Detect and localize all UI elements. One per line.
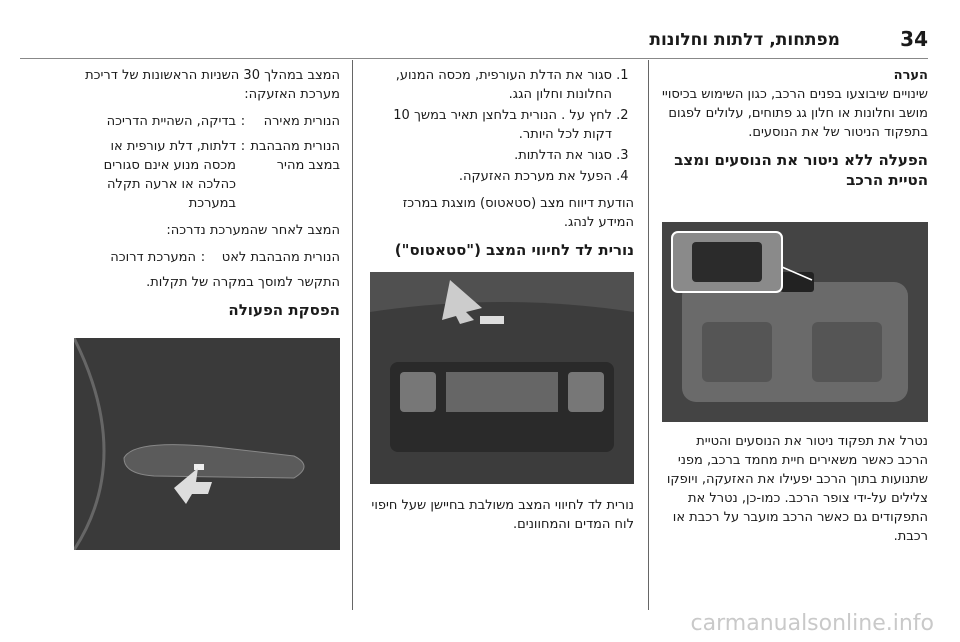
section-heading-status-led: נורית לד לחיווי המצב ("סטאטוס")	[394, 241, 634, 259]
step-item: 2. לחץ על . הנורית בלחצן תאיר במשך 10 דקות לכל היותר.	[364, 106, 612, 144]
header-rule	[20, 58, 928, 59]
fault-text: התקשר למוסך במקרה של תקלות.	[146, 275, 340, 290]
dashboard-illustration	[370, 272, 634, 484]
watermark: carmanualsonline.info	[690, 611, 934, 636]
column-left	[74, 66, 340, 330]
status-key: הנורית מאירה	[263, 114, 340, 129]
status-value: המערכת דרוכה	[110, 250, 196, 265]
column-middle-body	[364, 496, 634, 542]
door-handle-illustration	[74, 338, 340, 550]
step-item: 1. סגור את הדלת העורפית, מכסה המנוע, החלונות וחלון הגג.	[364, 66, 612, 104]
status-row: הנורית מהבהבת במצב מהיר : דלתות, דלת עורפית או מכסה מנוע אינם סגורים כהלכה או ארעה תקלה במערכת	[74, 137, 340, 213]
note-label: הערה	[893, 68, 928, 83]
column-middle	[364, 66, 634, 270]
section-heading-no-monitoring: הפעלה ללא ניטור את הנוסעים ומצב הטיית הרכב	[674, 151, 928, 189]
interior-sensor-figure	[662, 222, 928, 422]
step-item: 4. הפעל את מערכת האזעקה.	[364, 167, 612, 186]
status-led-text: נורית לד לחיווי המצב משולבת בחיישן שעל חיפוי לוח המדים והמחוונים.	[371, 498, 634, 532]
overhead-console-illustration	[662, 222, 928, 422]
page-number: 34	[900, 27, 928, 51]
first-30-seconds-text: המצב במהלך 30 השניות הראשונות של דריכת מערכת האזעקה:	[85, 68, 340, 102]
door-handle-figure	[74, 338, 340, 550]
column-divider-left	[352, 60, 353, 610]
section-heading-deactivation: הפסקת הפעולה	[228, 301, 340, 319]
column-right-body	[662, 432, 928, 554]
status-value: דלתות, דלת עורפית או מכסה מנוע אינם סגורים כהלכה או ארעה תקלה במערכת	[103, 139, 236, 211]
column-right	[662, 66, 928, 200]
dashboard-led-figure	[370, 272, 634, 484]
column-divider-right	[648, 60, 649, 610]
arming-steps	[364, 66, 634, 186]
page-title: מפתחות, דלתות וחלונות	[649, 30, 840, 50]
after-arming-text: המצב לאחר שהמערכת נדרכה:	[166, 223, 340, 238]
status-row: הנורית מהבהבת לאט : המערכת דרוכה	[74, 248, 340, 267]
status-key: הנורית מהבהבת במצב מהיר	[250, 139, 340, 173]
status-row: הנורית מאירה : בדיקה, השהיית הדריכה	[74, 112, 340, 131]
status-message-text: הודעת דיווח מצב (סטאטוס) מוצגת במרכז המידע לנהג.	[402, 196, 634, 230]
no-monitoring-text: נטרל את תפקוד ניטור את הנוסעים והטיית הרכב כאשר משאירים חיית מחמד ברכב, מפני שתנועות בתוך הרכב יפעילו את האזעקה, ויופקו צלילים על-ידי צופר הרכב. כמו-כן, נטרל את התפקודים גם כאשר הרכב מועבר על רכבת או רכבת.	[666, 434, 928, 544]
note-text: שינויים שיבוצעו בפנים הרכב, כגון השימוש בכיסויי מושב וחלונות או חלון גג פתוחים, עלולים לפגום בתפקוד הניטור של את הנוסעים.	[662, 87, 928, 140]
status-value: בדיקה, השהיית הדריכה	[106, 114, 236, 129]
step-item: 3. סגור את הדלתות.	[364, 146, 612, 165]
status-key: הנורית מהבהבת לאט	[221, 250, 340, 265]
